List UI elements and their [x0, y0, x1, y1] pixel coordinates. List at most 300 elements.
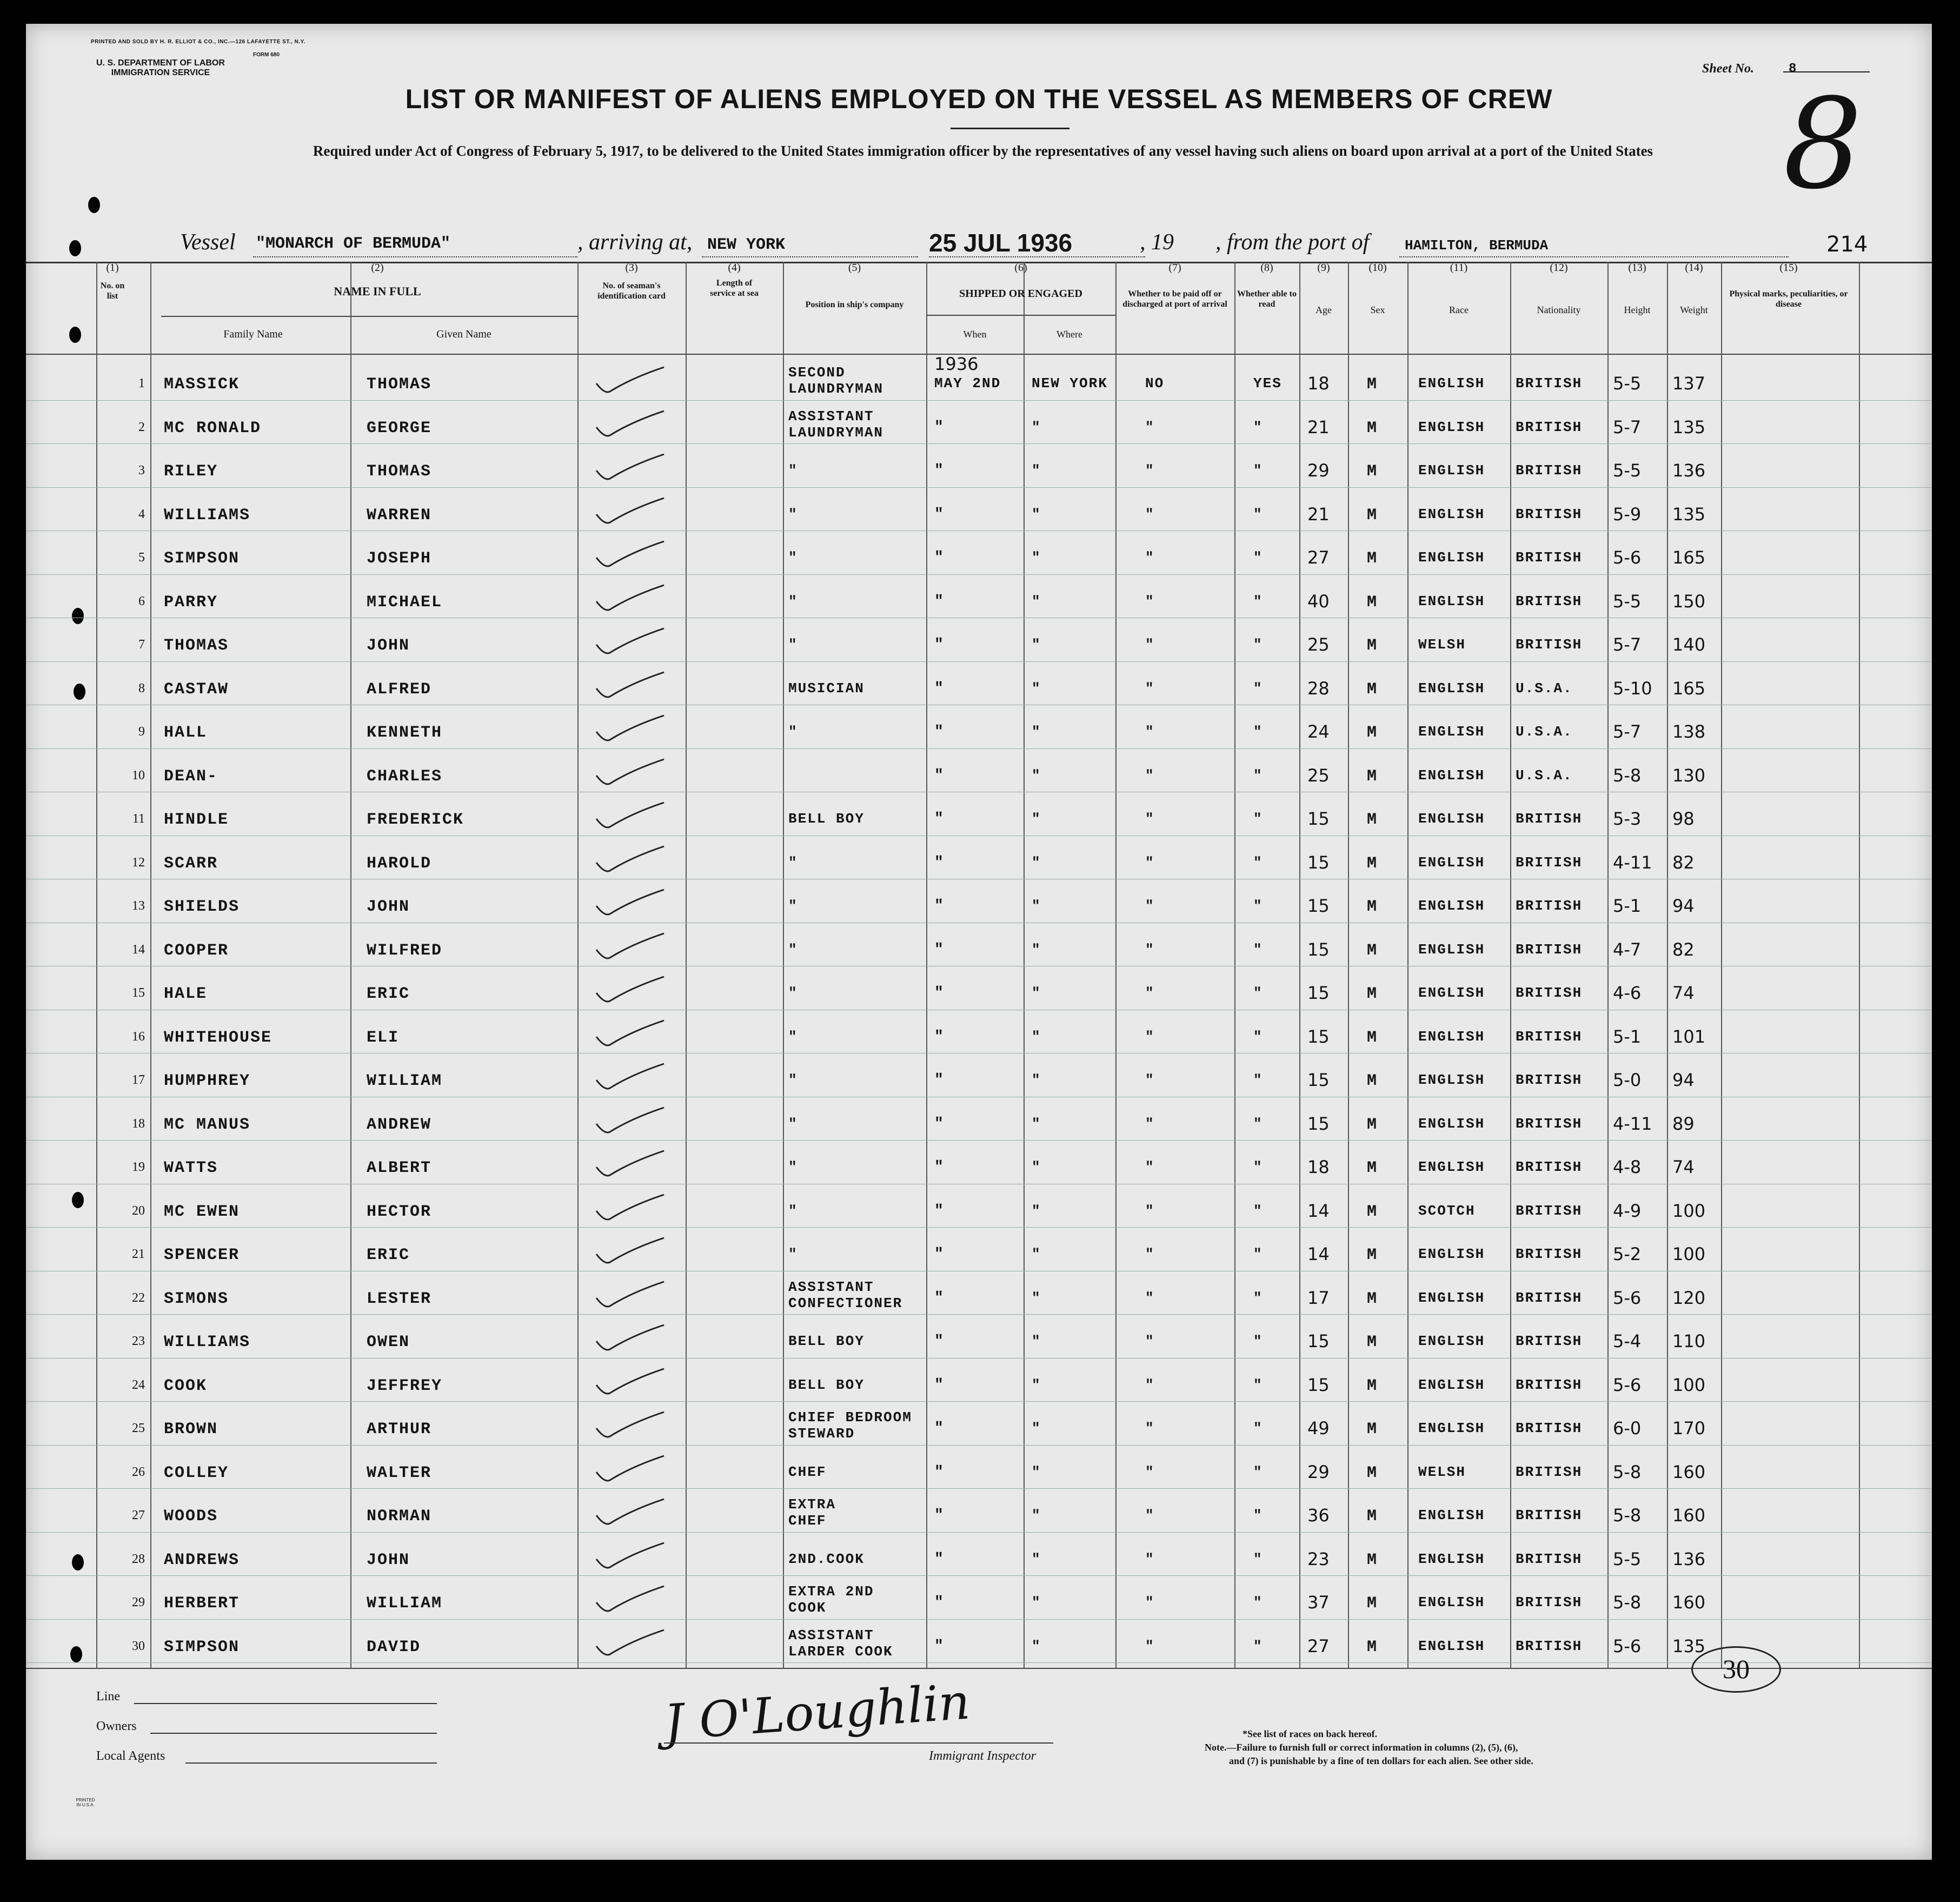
dotted-line — [1399, 256, 1789, 257]
shipped-when: " — [934, 1376, 944, 1394]
row-rule — [26, 1575, 1932, 1576]
col2b-header: Given Name — [436, 328, 491, 340]
column-rule — [577, 262, 579, 1668]
paid-off: " — [1145, 593, 1154, 609]
check-mark-icon — [594, 797, 669, 835]
sex: M — [1367, 1463, 1378, 1482]
race: ENGLISH — [1418, 1376, 1485, 1393]
shipped-when: " — [934, 593, 944, 610]
height: 5-8 — [1613, 765, 1642, 786]
column-rule — [1721, 262, 1722, 1668]
nationality: BRITISH — [1516, 941, 1583, 958]
race: ENGLISH — [1418, 1115, 1485, 1132]
race: ENGLISH — [1418, 1420, 1485, 1436]
punch-hole — [88, 197, 100, 213]
shipped-underline — [926, 315, 1115, 316]
row-number: 9 — [138, 725, 145, 739]
race: WELSH — [1418, 1463, 1466, 1480]
punch-hole — [74, 684, 85, 700]
col11-number: (11) — [1450, 262, 1468, 274]
sex: M — [1367, 1202, 1378, 1221]
position-line-1: EXTRA 2ND — [788, 1583, 874, 1600]
given-name: ANDREW — [367, 1115, 432, 1134]
position: " — [788, 1246, 797, 1262]
age: 37 — [1307, 1592, 1330, 1613]
sex: M — [1367, 941, 1378, 960]
given-name: WARREN — [367, 506, 432, 525]
col1-header: No. on list — [100, 281, 125, 301]
owners-rule — [150, 1733, 437, 1734]
nationality: BRITISH — [1516, 1420, 1583, 1436]
paid-off: " — [1145, 941, 1154, 958]
shipped-when: " — [934, 1246, 944, 1263]
weight: 130 — [1672, 765, 1706, 786]
given-name: WILLIAM — [367, 1594, 443, 1613]
able-to-read: " — [1253, 1159, 1262, 1175]
position: " — [788, 898, 797, 914]
race: ENGLISH — [1418, 1028, 1485, 1045]
position-line-1: ASSISTANT — [788, 408, 874, 425]
weight: 100 — [1672, 1200, 1706, 1221]
height: 5-6 — [1613, 1287, 1642, 1308]
age: 21 — [1307, 503, 1330, 525]
height: 5-5 — [1613, 373, 1642, 394]
able-to-read: " — [1253, 680, 1262, 697]
able-to-read: " — [1253, 593, 1262, 609]
row-number: 12 — [132, 855, 145, 870]
races-note: *See list of races on back hereof. — [1243, 1728, 1378, 1739]
position: BELL BOY — [788, 1376, 865, 1393]
col13-header: Height — [1624, 304, 1651, 315]
weight: 137 — [1672, 373, 1706, 394]
printer-imprint: PRINTED AND SOLD BY H. R. ELLIOT & CO., INC.—126 LAFAYETTE ST., N.Y. — [91, 39, 306, 45]
shipped-when: " — [934, 898, 944, 914]
race: ENGLISH — [1418, 419, 1485, 435]
column-rule — [686, 262, 687, 1668]
nationality: U.S.A. — [1516, 724, 1573, 740]
height: 5-5 — [1613, 1548, 1642, 1569]
age: 15 — [1307, 808, 1330, 829]
row-number: 11 — [132, 812, 145, 826]
shipped-when: " — [934, 462, 944, 479]
year-label: , 19 — [1140, 230, 1174, 255]
punch-hole — [72, 1554, 84, 1570]
row-rule — [26, 1662, 1932, 1663]
paid-off: " — [1145, 854, 1154, 871]
family-name: MC RONALD — [164, 419, 262, 438]
column-rule — [96, 262, 97, 1668]
row-rule — [26, 1227, 1932, 1228]
shipped-where: " — [1032, 680, 1040, 697]
weight: 100 — [1672, 1374, 1706, 1395]
row-number: 19 — [132, 1160, 145, 1174]
col15-number: (15) — [1779, 262, 1798, 274]
column-rule — [1348, 262, 1349, 1668]
paid-off: " — [1145, 767, 1154, 784]
check-mark-icon — [594, 1494, 669, 1532]
family-name: HUMPHREY — [164, 1072, 251, 1090]
position: 2ND.COOK — [788, 1550, 865, 1567]
race: ENGLISH — [1418, 462, 1485, 479]
shipped-when: " — [934, 854, 944, 871]
family-name: MC MANUS — [164, 1115, 251, 1134]
signature-rule — [664, 1742, 1053, 1744]
able-to-read: " — [1253, 1333, 1262, 1349]
shipped-where: " — [1032, 767, 1040, 784]
position: BELL BOY — [788, 1333, 865, 1349]
given-name: ALBERT — [367, 1159, 432, 1177]
able-to-read: " — [1253, 637, 1262, 653]
weight: 94 — [1672, 896, 1695, 916]
height: 4-6 — [1613, 983, 1642, 1003]
given-name: ERIC — [367, 1246, 410, 1264]
inspector-signature: J O'Loughlin — [662, 1673, 972, 1752]
paid-off: " — [1145, 637, 1154, 653]
age: 18 — [1307, 1157, 1330, 1177]
height: 5-5 — [1613, 460, 1642, 481]
col11-header: Race — [1449, 304, 1469, 315]
height: 4-8 — [1613, 1157, 1642, 1177]
able-to-read: " — [1253, 506, 1262, 522]
shipped-where: " — [1032, 854, 1040, 871]
col1-number: (1) — [106, 262, 119, 274]
manifest-sheet — [26, 24, 1932, 1860]
race: ENGLISH — [1418, 1333, 1485, 1349]
weight: 135 — [1672, 503, 1706, 525]
col9-number: (9) — [1317, 262, 1330, 274]
height: 5-10 — [1613, 678, 1652, 699]
able-to-read: " — [1253, 1202, 1262, 1219]
race: SCOTCH — [1418, 1202, 1476, 1219]
family-name: SHIELDS — [164, 898, 240, 916]
column-rule — [1607, 262, 1609, 1668]
weight: 98 — [1672, 808, 1695, 829]
col6-number: (6) — [1014, 262, 1027, 274]
shipped-where: " — [1032, 506, 1040, 522]
check-mark-icon — [594, 1276, 669, 1314]
shipped-when: " — [934, 637, 944, 653]
nationality: BRITISH — [1516, 549, 1583, 566]
shipped-when: MAY 2ND — [934, 375, 1001, 392]
family-name: SCARR — [164, 854, 218, 873]
paid-off: " — [1145, 1507, 1154, 1523]
nationality: BRITISH — [1516, 419, 1583, 435]
shipped-where: " — [1032, 1115, 1040, 1132]
name-underline — [161, 316, 577, 317]
given-name: HECTOR — [367, 1202, 432, 1221]
able-to-read: " — [1253, 724, 1262, 740]
given-name: WILLIAM — [367, 1072, 443, 1090]
race: ENGLISH — [1418, 680, 1485, 697]
nationality: BRITISH — [1516, 1246, 1583, 1262]
row-rule — [26, 400, 1932, 401]
check-mark-icon — [594, 928, 669, 966]
check-mark-icon — [594, 667, 669, 705]
nationality: BRITISH — [1516, 1507, 1583, 1523]
weight: 165 — [1672, 547, 1706, 568]
sex: M — [1367, 811, 1378, 829]
able-to-read: " — [1253, 1550, 1262, 1567]
row-number: 18 — [132, 1116, 145, 1131]
family-name: WOODS — [164, 1507, 218, 1526]
age: 40 — [1307, 591, 1330, 612]
family-name: BROWN — [164, 1420, 218, 1439]
row-number: 24 — [132, 1377, 145, 1392]
column-rule — [1407, 262, 1408, 1668]
col6b-header: Where — [1057, 329, 1082, 340]
height: 5-8 — [1613, 1505, 1642, 1526]
paid-off: " — [1145, 1246, 1154, 1262]
nationality: BRITISH — [1516, 1333, 1583, 1349]
punch-hole — [72, 1192, 84, 1208]
position: MUSICIAN — [788, 680, 865, 697]
sex: M — [1367, 1246, 1378, 1264]
family-name: HINDLE — [164, 811, 229, 829]
given-name: JOHN — [367, 1550, 410, 1569]
family-name: THOMAS — [164, 637, 229, 655]
height: 4-11 — [1613, 852, 1652, 873]
sex: M — [1367, 854, 1378, 873]
shipped-where: " — [1032, 1463, 1040, 1480]
punch-hole — [70, 1646, 82, 1662]
paid-off: " — [1145, 1333, 1154, 1349]
col12-header: Nationality — [1537, 304, 1581, 315]
shipped-where: " — [1032, 1289, 1040, 1306]
able-to-read: " — [1253, 1420, 1262, 1436]
shipped-when: " — [934, 1202, 944, 1220]
age: 15 — [1307, 1026, 1330, 1047]
shipped-when: " — [934, 1333, 944, 1350]
column-rule — [783, 262, 784, 1668]
arriving-label: , arriving at, — [577, 230, 693, 255]
sex: M — [1367, 1376, 1378, 1395]
shipped-where: " — [1032, 1507, 1040, 1523]
shipped-when: " — [934, 680, 944, 697]
paid-off: " — [1145, 1289, 1154, 1306]
check-mark-icon — [594, 1015, 669, 1053]
nationality: BRITISH — [1516, 1028, 1583, 1045]
given-name: THOMAS — [367, 375, 432, 394]
col3-header: No. of seaman's identification card — [597, 281, 666, 301]
position-line-1: ASSISTANT — [788, 1627, 874, 1643]
age: 15 — [1307, 1070, 1330, 1090]
nationality: BRITISH — [1516, 462, 1583, 479]
shipped-when: " — [934, 1115, 944, 1132]
given-name: LESTER — [367, 1289, 432, 1308]
given-name: MICHAEL — [367, 593, 443, 612]
family-name: DEAN- — [164, 767, 218, 786]
paid-off: " — [1145, 724, 1154, 740]
paid-off: " — [1145, 1594, 1154, 1611]
col6a-header: When — [963, 329, 987, 340]
check-mark-icon — [594, 1145, 669, 1183]
given-name: JEFFREY — [367, 1376, 443, 1395]
shipped-where: " — [1032, 724, 1040, 740]
shipped-when: " — [934, 1638, 944, 1655]
paid-off: " — [1145, 811, 1154, 827]
family-name: CASTAW — [164, 680, 229, 699]
paid-off: " — [1145, 506, 1154, 522]
nationality: BRITISH — [1516, 1376, 1583, 1393]
paid-off: " — [1145, 1202, 1154, 1219]
family-name: PARRY — [164, 593, 218, 612]
paid-off: " — [1145, 1159, 1154, 1175]
column-rule — [1115, 262, 1117, 1668]
shipped-where: " — [1032, 1333, 1040, 1349]
row-rule — [26, 1401, 1932, 1402]
owners-label: Owners — [96, 1719, 137, 1733]
weight: 82 — [1672, 939, 1695, 960]
sex: M — [1367, 1333, 1378, 1351]
age: 15 — [1307, 1113, 1330, 1134]
row-number: 5 — [138, 551, 145, 565]
height: 5-8 — [1613, 1461, 1642, 1482]
height: 6-0 — [1613, 1418, 1642, 1439]
height: 5-1 — [1613, 896, 1642, 916]
row-rule — [26, 1445, 1932, 1446]
height: 5-1 — [1613, 1026, 1642, 1047]
row-number: 17 — [132, 1073, 145, 1087]
sex: M — [1367, 637, 1378, 655]
check-mark-icon — [594, 884, 669, 922]
shipped-when: " — [934, 1028, 944, 1045]
sex: M — [1367, 1028, 1378, 1047]
shipped-where: " — [1032, 462, 1040, 479]
able-to-read: " — [1253, 1463, 1262, 1480]
check-mark-icon — [594, 1450, 669, 1488]
shipped-where: " — [1032, 811, 1040, 827]
paid-off: " — [1145, 1420, 1154, 1436]
nationality: BRITISH — [1516, 1202, 1583, 1219]
able-to-read: " — [1253, 549, 1262, 566]
sex: M — [1367, 1289, 1378, 1308]
handwritten-sheet-number: 8 — [1783, 72, 1863, 217]
weight: 100 — [1672, 1244, 1706, 1264]
weight: 135 — [1672, 1635, 1706, 1656]
shipped-when: " — [934, 1550, 944, 1568]
paid-off: " — [1145, 549, 1154, 566]
family-name: COOK — [164, 1376, 208, 1395]
shipped-when: " — [934, 811, 944, 827]
col12-number: (12) — [1550, 262, 1568, 274]
row-number: 29 — [132, 1595, 145, 1609]
family-name: COOPER — [164, 941, 229, 960]
row-number: 2 — [138, 420, 145, 434]
race: ENGLISH — [1418, 1550, 1485, 1567]
weight: 74 — [1672, 983, 1695, 1003]
row-number: 22 — [132, 1290, 145, 1305]
height: 4-7 — [1613, 939, 1642, 960]
height: 4-9 — [1613, 1200, 1642, 1221]
family-name: SIMPSON — [164, 1638, 240, 1656]
row-rule — [26, 1532, 1932, 1533]
position: " — [788, 637, 797, 653]
position-line-1: ASSISTANT — [788, 1278, 874, 1295]
row-rule — [26, 443, 1932, 444]
position: " — [788, 1028, 797, 1045]
shipped-when: " — [934, 1289, 944, 1307]
document-subtitle: Required under Act of Congress of February 5, 1917, to be delivered to the United States immigration officer by the representatives of any vessel having such aliens on board upon arrival at a port of the United States — [313, 143, 1653, 159]
shipped-where: " — [1032, 1028, 1040, 1045]
given-name: GEORGE — [367, 419, 432, 438]
given-name: CHARLES — [367, 767, 443, 786]
weight: 120 — [1672, 1287, 1706, 1308]
age: 36 — [1307, 1505, 1330, 1526]
nationality: BRITISH — [1516, 637, 1583, 653]
paid-off: " — [1145, 1115, 1154, 1132]
weight: 150 — [1672, 591, 1706, 612]
nationality: BRITISH — [1516, 1289, 1583, 1306]
paid-off: " — [1145, 1376, 1154, 1393]
row-number: 13 — [132, 899, 145, 913]
column-rule — [1510, 262, 1511, 1668]
punch-hole — [72, 608, 84, 624]
given-name: ARTHUR — [367, 1420, 432, 1439]
check-mark-icon — [594, 406, 669, 443]
col2-number: (2) — [371, 262, 384, 274]
family-name: WHITEHOUSE — [164, 1028, 273, 1047]
given-name: JOHN — [367, 637, 410, 655]
check-mark-icon — [594, 1320, 669, 1357]
given-name: DAVID — [367, 1638, 421, 1656]
height: 5-0 — [1613, 1070, 1642, 1090]
able-to-read: " — [1253, 1028, 1262, 1045]
shipped-when: " — [934, 419, 944, 436]
form-number: FORM 680 — [253, 52, 280, 58]
shipped-when: " — [934, 767, 944, 784]
given-name: FREDERICK — [367, 811, 464, 829]
shipped-where: " — [1032, 985, 1040, 1001]
sex: M — [1367, 680, 1378, 699]
weight: 89 — [1672, 1113, 1695, 1134]
able-to-read: " — [1253, 1072, 1262, 1088]
nationality: BRITISH — [1516, 1072, 1583, 1088]
agents-rule — [185, 1762, 437, 1764]
nationality: BRITISH — [1516, 1463, 1583, 1480]
family-name: MASSICK — [164, 375, 240, 394]
position: COOK — [788, 1600, 827, 1616]
given-name: JOSEPH — [367, 549, 432, 568]
shipped-when: " — [934, 549, 944, 566]
race: ENGLISH — [1418, 767, 1485, 784]
shipped-where: NEW YORK — [1032, 375, 1108, 392]
given-name: WALTER — [367, 1463, 432, 1482]
shipped-where: " — [1032, 1638, 1040, 1654]
nationality: BRITISH — [1516, 506, 1583, 522]
height: 5-4 — [1613, 1331, 1642, 1351]
column-rule — [1299, 262, 1300, 1668]
shipped-where: " — [1032, 1550, 1040, 1567]
race: ENGLISH — [1418, 1638, 1485, 1654]
height: 5-6 — [1613, 1374, 1642, 1395]
able-to-read: " — [1253, 1115, 1262, 1132]
age: 27 — [1307, 547, 1330, 568]
col15-header: Physical marks, peculiarities, or disease — [1729, 289, 1848, 309]
race: ENGLISH — [1418, 724, 1485, 740]
position: STEWARD — [788, 1426, 855, 1442]
col6-header: SHIPPED OR ENGAGED — [959, 288, 1082, 300]
shipped-where: " — [1032, 1246, 1040, 1262]
nationality: BRITISH — [1516, 375, 1583, 392]
nationality: BRITISH — [1516, 985, 1583, 1001]
sex: M — [1367, 506, 1378, 525]
check-mark-icon — [594, 449, 669, 487]
row-number: 6 — [138, 594, 145, 608]
row-number: 20 — [132, 1203, 145, 1218]
paid-off: " — [1145, 462, 1154, 479]
height: 5-7 — [1613, 721, 1642, 742]
paid-off: " — [1145, 419, 1154, 435]
